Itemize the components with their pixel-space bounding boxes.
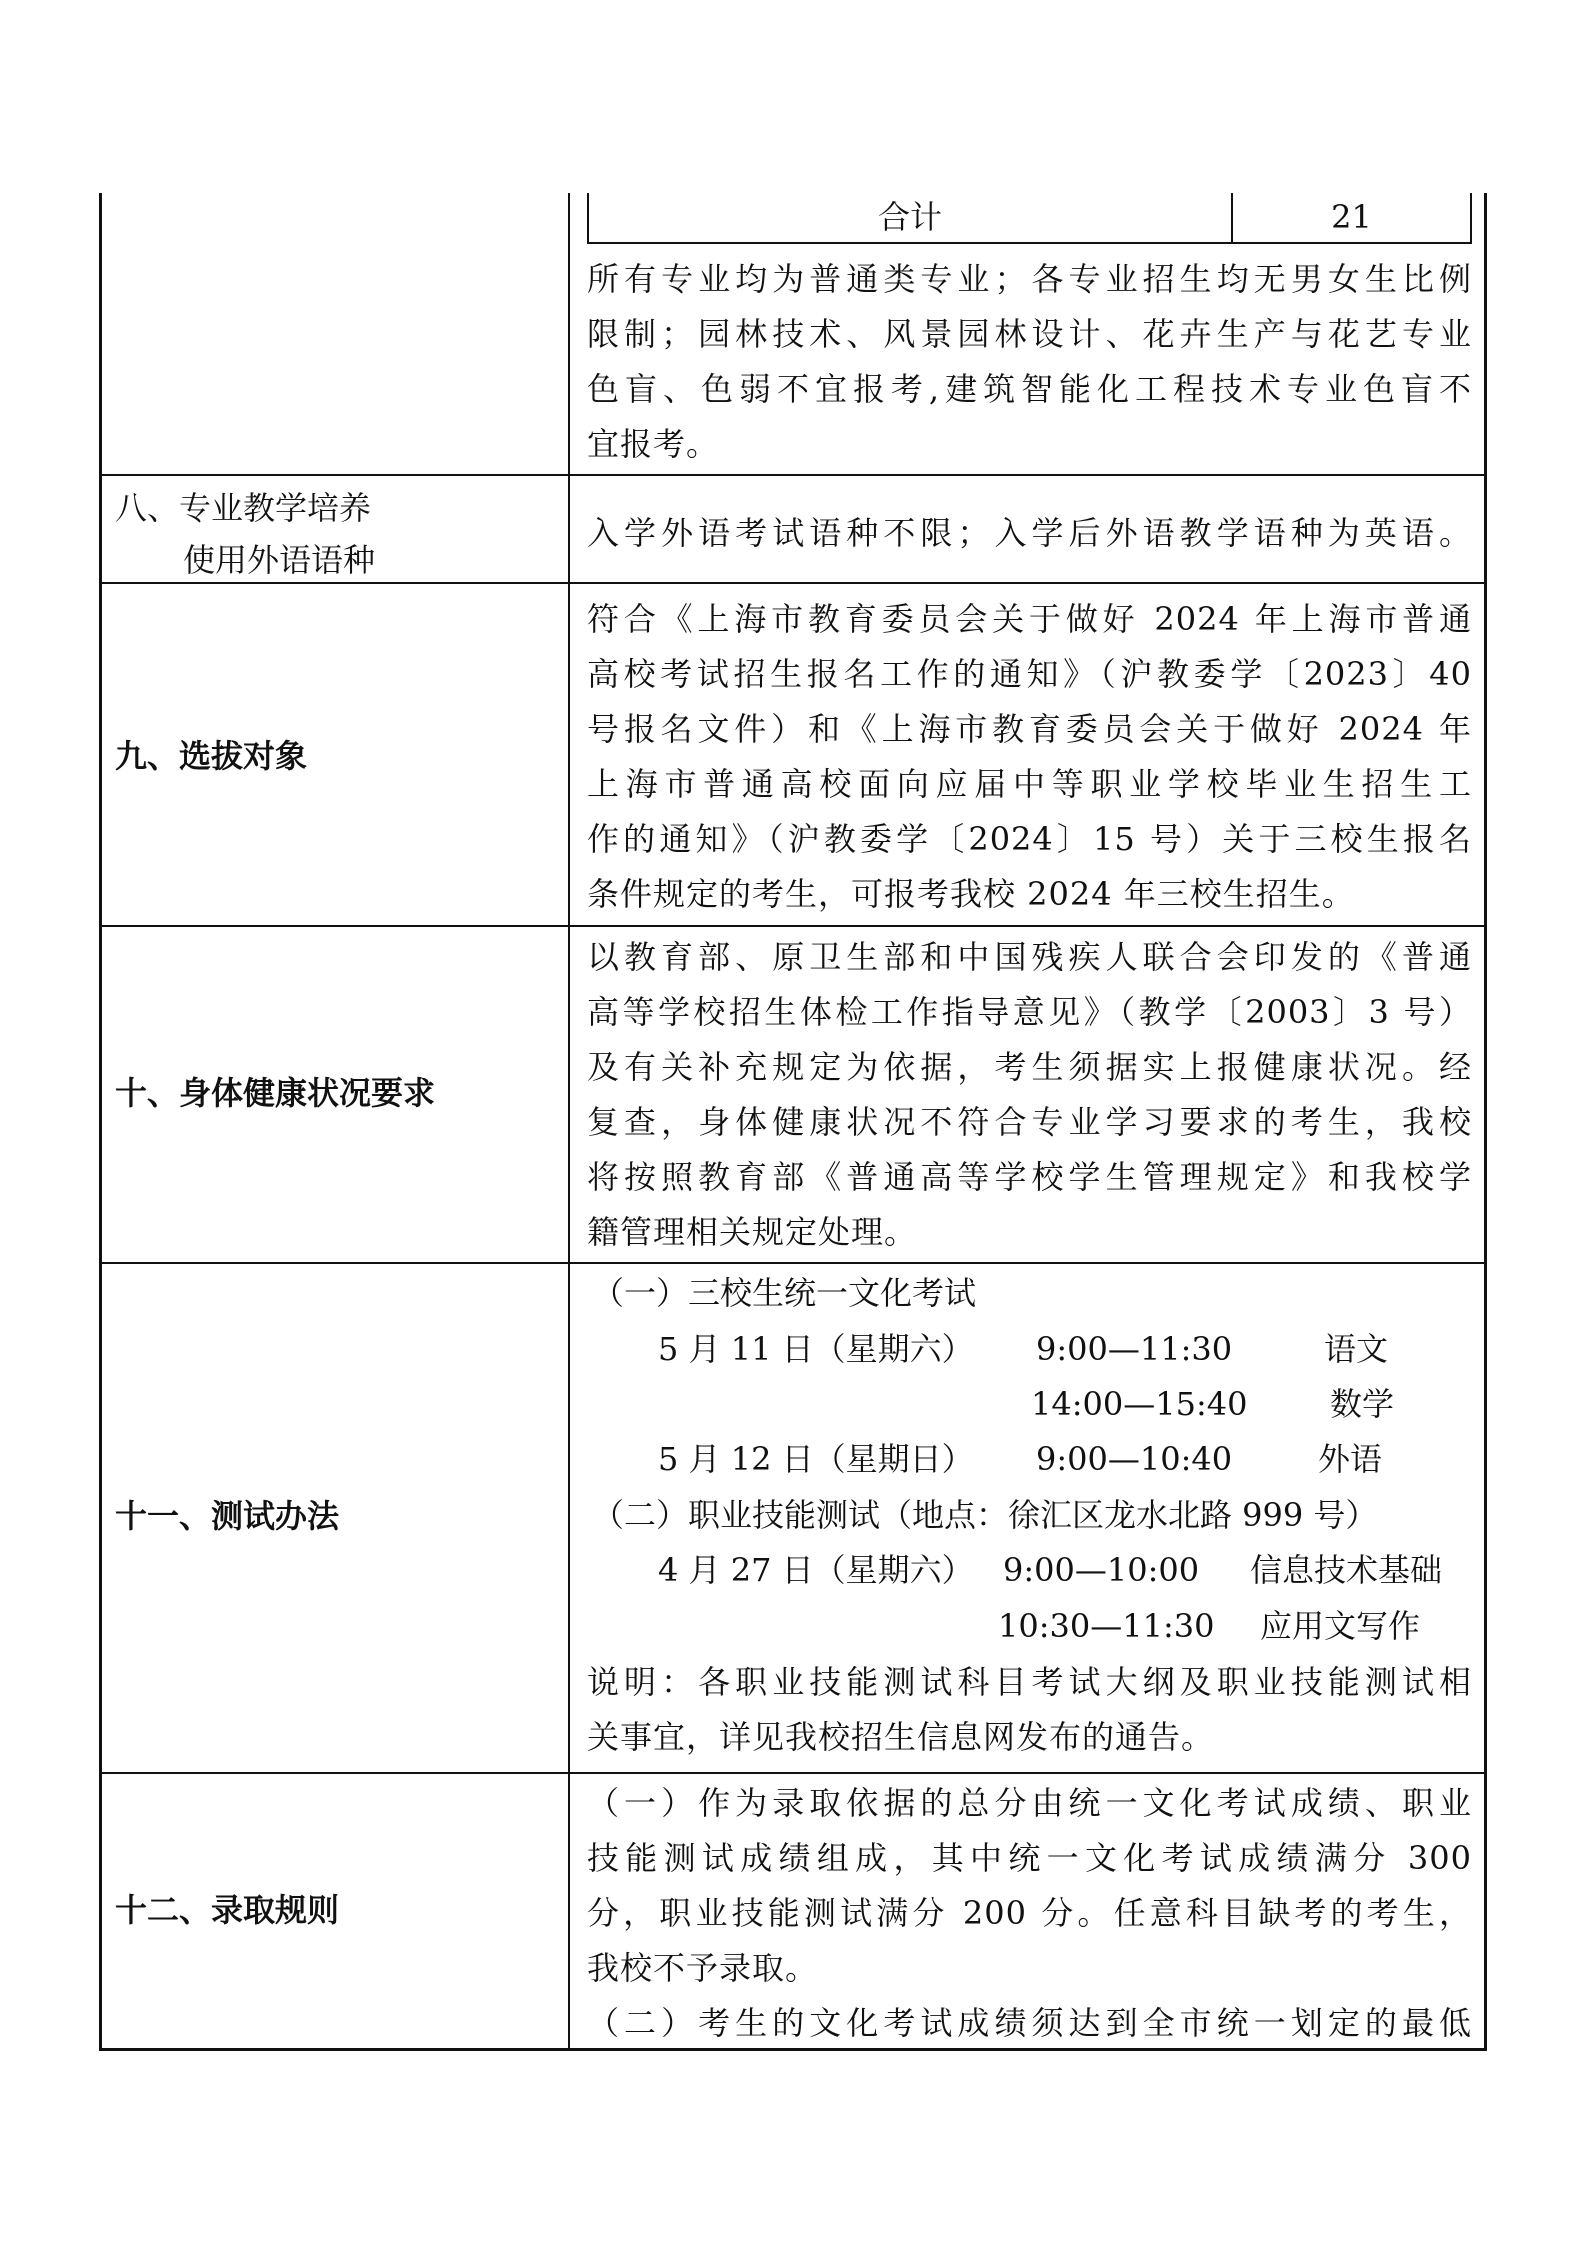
text-line: 所有专业均为普通类专业；各专业招生均无男女生比例 bbox=[587, 260, 1472, 298]
row-divider bbox=[99, 925, 1487, 927]
text-line: 以教育部、原卫生部和中国残疾人联合会印发的《普通 bbox=[587, 938, 1472, 976]
row-divider bbox=[99, 474, 1487, 476]
text-line: 将按照教育部《普通高等学校学生管理规定》和我校学 bbox=[587, 1158, 1472, 1196]
text-line: 限制；园林技术、风景园林设计、花卉生产与花艺专业 bbox=[587, 315, 1472, 353]
text-line: 技能测试成绩组成，其中统一文化考试成绩满分 300 bbox=[587, 1839, 1472, 1877]
skill1-date: 4 月 27 日（星期六） bbox=[658, 1551, 974, 1589]
text-line: 籍管理相关规定处理。 bbox=[587, 1213, 918, 1251]
exam1-subject: 语文 bbox=[1324, 1330, 1389, 1368]
skill-section-title: （二）职业技能测试（地点：徐汇区龙水北路 999 号） bbox=[592, 1496, 1378, 1534]
skill2-time: 10:30—11:30 bbox=[998, 1607, 1215, 1645]
row8-label-line1: 八、专业教学培养 bbox=[115, 489, 372, 527]
text-line: 我校不予录取。 bbox=[587, 1949, 819, 1987]
text-line: 宜报考。 bbox=[587, 425, 720, 463]
text-line: 作的通知》（沪教委学〔2024〕15 号）关于三校生报名 bbox=[587, 820, 1472, 858]
exam3-date: 5 月 12 日（星期日） bbox=[658, 1440, 974, 1478]
text-line: 及有关补充规定为依据，考生须据实上报健康状况。经 bbox=[587, 1048, 1472, 1086]
row8-label-line2: 使用外语语种 bbox=[183, 541, 376, 579]
text-line: 上海市普通高校面向应届中等职业学校毕业生招生工 bbox=[587, 765, 1472, 803]
row7-content bbox=[587, 252, 1472, 472]
skill1-time: 9:00—10:00 bbox=[1003, 1551, 1200, 1589]
row-divider bbox=[99, 1262, 1487, 1264]
skill1-subject: 信息技术基础 bbox=[1250, 1551, 1443, 1589]
row12-label: 十二、录取规则 bbox=[115, 1891, 340, 1929]
text-line: 高校考试招生报名工作的通知》（沪教委学〔2023〕40 bbox=[587, 655, 1472, 693]
row11-note bbox=[587, 1655, 1472, 1765]
total-label: 合计 bbox=[877, 198, 942, 236]
exam2-subject: 数学 bbox=[1330, 1385, 1395, 1423]
text-line: 条件规定的考生，可报考我校 2024 年三校生招生。 bbox=[587, 875, 1355, 913]
text-line: 号报名文件）和《上海市教育委员会关于做好 2024 年 bbox=[587, 710, 1472, 748]
total-value: 21 bbox=[1331, 198, 1372, 236]
exam2-time: 14:00—15:40 bbox=[1031, 1385, 1248, 1423]
text-line: 色盲、色弱不宜报考,建筑智能化工程技术专业色盲不 bbox=[587, 370, 1472, 408]
exam3-time: 9:00—10:40 bbox=[1036, 1440, 1233, 1478]
row10-content bbox=[587, 930, 1472, 1260]
exam3-subject: 外语 bbox=[1318, 1440, 1383, 1478]
text-line: 分，职业技能测试满分 200 分。任意科目缺考的考生， bbox=[587, 1894, 1472, 1932]
row9-content bbox=[587, 592, 1472, 922]
text-line: 说明：各职业技能测试科目考试大纲及职业技能测试相 bbox=[587, 1663, 1472, 1701]
exam1-time: 9:00—11:30 bbox=[1036, 1330, 1233, 1368]
text-line: （一）作为录取依据的总分由统一文化考试成绩、职业 bbox=[587, 1784, 1472, 1822]
exam-section-title: （一）三校生统一文化考试 bbox=[592, 1274, 977, 1312]
row11-label: 十一、测试办法 bbox=[115, 1497, 340, 1535]
row-divider bbox=[99, 1772, 1487, 1774]
text-line: 复查，身体健康状况不符合专业学习要求的考生，我校 bbox=[587, 1103, 1472, 1141]
total-subtable bbox=[587, 193, 1472, 244]
text-line: 入学外语考试语种不限；入学后外语教学语种为英语。 bbox=[587, 514, 1472, 552]
skill2-subject: 应用文写作 bbox=[1260, 1607, 1421, 1645]
text-line: 符合《上海市教育委员会关于做好 2024 年上海市普通 bbox=[587, 600, 1472, 638]
row10-label: 十、身体健康状况要求 bbox=[115, 1074, 436, 1112]
text-line: （二）考生的文化考试成绩须达到全市统一划定的最低 bbox=[587, 2004, 1472, 2042]
text-line: 关事宜，详见我校招生信息网发布的通告。 bbox=[587, 1718, 1215, 1756]
row9-label: 九、选拔对象 bbox=[115, 737, 308, 775]
text-line: 高等学校招生体检工作指导意见》（教学〔2003〕3 号） bbox=[587, 993, 1472, 1031]
row8-content bbox=[587, 506, 1472, 561]
exam1-date: 5 月 11 日（星期六） bbox=[658, 1330, 974, 1368]
row12-content bbox=[587, 1776, 1472, 2049]
